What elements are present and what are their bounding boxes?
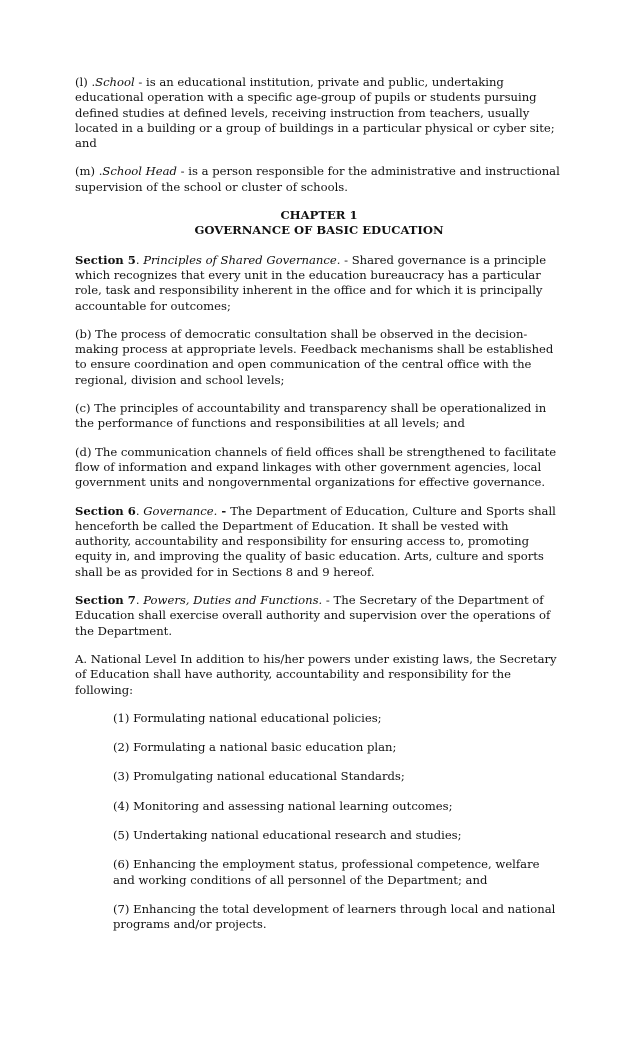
definition-label: (l) . xyxy=(75,75,96,89)
list-item: (4) Monitoring and assessing national learning outcomes; xyxy=(113,798,453,813)
definition-school: (l) .School - is an educational institution, private and public, undertaking educational operation with a specific age-group of pupils or students pursuing defined studies at defined levels, receiving instruction from teachers, usually located in a building or a group of buildings in a particular physical or cyber site; and xyxy=(75,75,555,151)
definition-term: School Head xyxy=(102,164,177,179)
section-title: Governance. xyxy=(143,503,218,518)
definition-school-head: (m) .School Head - is a person responsible for the administrative and instructional supervision of the school or cluster of schools. xyxy=(75,164,560,194)
section-5-c: (c) The principles of accountability and transparency shall be operationalized in the performance of functions and responsibilities at all levels; and xyxy=(75,401,547,431)
document-page xyxy=(75,75,563,946)
definition-text: is a person responsible for the administrative and instructional supervision of the school or cluster of schools. xyxy=(75,164,560,194)
section-title: Powers, Duties and Functions. xyxy=(143,593,323,608)
section-6: Section 6. Governance. - The Department of Education, Culture and Sports shall henceforth be called the Department of Education. It shall be vested with authority, accountability and responsibility for ensuring access to, promoting equity in, and improving the quality of basic education. Arts, culture and sports shall be as provided for in Sections 8 and 9 hereof. xyxy=(75,503,556,579)
section-5-b: (b) The process of democratic consultation shall be observed in the decision-making process at appropriate levels. Feedback mechanisms shall be established to ensure coordination and open communication of the central office with the regional, division and school levels; xyxy=(75,326,554,387)
definition-term: School xyxy=(95,75,135,89)
section-text: The Secretary of the Department of Education shall exercise overall authority and supervision over the operations of the Department. xyxy=(75,593,551,638)
section-text: The Department of Education, Culture and Sports shall henceforth be called the Department of Education. It shall be vested with authority, accountability and responsibility for ensuring access to, promoting equity in, and improving the quality of basic education. Arts, culture and sports shall be as provided for in Sections 8 and 9 hereof. xyxy=(75,503,556,579)
section-5: Section 5. Principles of Shared Governance. - Shared governance is a principle which recognizes that every unit in the education bureaucracy has a particular role, task and responsibility inherent in the office and for which it is principally accountable for outcomes; xyxy=(75,252,547,313)
chapter-number: CHAPTER 1 xyxy=(280,208,358,223)
chapter-heading xyxy=(75,208,563,239)
list-item: (2) Formulating a national basic education plan; xyxy=(113,740,397,755)
section-5-d: (d) The communication channels of field offices shall be strengthened to facilitate flow of information and expand linkages with other government agencies, local government units and nongovernmental organizations for effective governance. xyxy=(75,444,557,490)
list-item: (3) Promulgating national educational Standards; xyxy=(113,769,405,784)
section-title: Principles of Shared Governance. xyxy=(143,252,341,267)
section-7: Section 7. Powers, Duties and Functions. - The Secretary of the Department of Education shall exercise overall authority and supervision over the operations of the Department. xyxy=(75,593,551,638)
powers-list xyxy=(113,711,563,933)
list-item: (5) Undertaking national educational research and studies; xyxy=(113,827,462,842)
definition-label: (m) . xyxy=(75,164,103,179)
section-heading: Section 7 xyxy=(75,593,136,608)
section-7-national-level: A. National Level In addition to his/her powers under existing laws, the Secretary of Education shall have authority, accountability and responsibility for the following: xyxy=(75,651,557,697)
list-item: (1) Formulating national educational policies; xyxy=(113,710,382,725)
chapter-title: GOVERNANCE OF BASIC EDUCATION xyxy=(194,223,444,238)
list-item: (6) Enhancing the employment status, professional competence, welfare and working conditions of all personnel of the Department; and xyxy=(113,857,540,887)
definition-text: is an educational institution, private and public, undertaking educational operation with a specific age-group of pupils or students pursuing defined studies at defined levels, receiving instruction from teachers, usually located in a building or a group of buildings in a particular physical or cyber site; and xyxy=(75,75,555,151)
section-heading: Section 6 xyxy=(75,503,136,518)
list-item: (7) Enhancing the total development of learners through local and national programs and/or projects. xyxy=(113,901,556,932)
section-text: Shared governance is a principle which recognizes that every unit in the education bureaucracy has a particular role, task and responsibility inherent in the office and for which it is principally accountable for outcomes; xyxy=(75,252,547,313)
section-heading: Section 5 xyxy=(75,252,136,267)
